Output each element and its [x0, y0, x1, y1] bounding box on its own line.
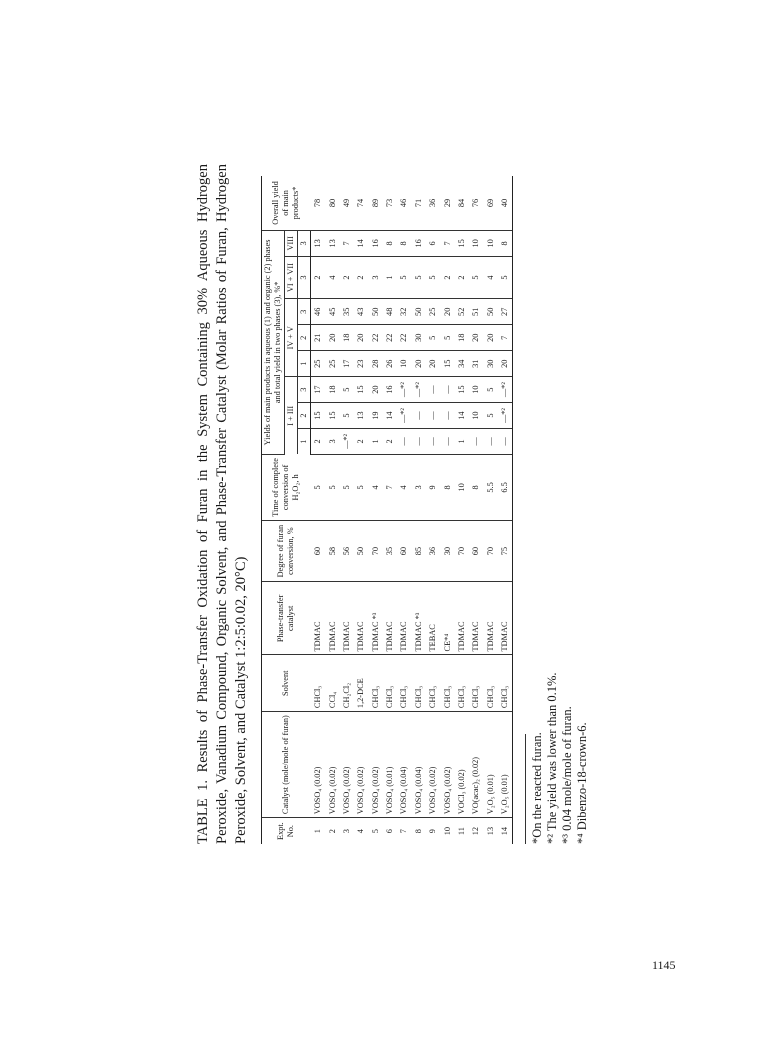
- table-cell: —*²: [412, 377, 426, 403]
- table-row: [412, 176, 426, 844]
- table-cell: CCl₄: [325, 655, 339, 712]
- table-cell: 78: [311, 176, 326, 230]
- header-sub: 3: [298, 256, 311, 298]
- table-cell: VOCl₃ (0.02): [455, 712, 469, 818]
- table-cell: 5: [325, 454, 339, 520]
- table-cell: CHCl₃: [397, 655, 411, 712]
- table-cell: V₂O₅ (0.01): [484, 712, 498, 818]
- table-cell: TDMAC *³: [369, 582, 383, 655]
- table-cell: 28: [369, 351, 383, 377]
- table-cell: 85: [412, 520, 426, 581]
- table-cell: 30: [412, 325, 426, 351]
- table-cell: —: [412, 403, 426, 429]
- table-cell: 75: [498, 520, 513, 581]
- table-cell: 5: [469, 256, 483, 298]
- rotated-table-block: [194, 164, 614, 844]
- table-cell: 8: [383, 230, 397, 256]
- header-sub: 3: [298, 299, 311, 325]
- header-sub: 3: [298, 230, 311, 256]
- table-cell: 7: [440, 230, 454, 256]
- table-cell: 17: [311, 377, 326, 403]
- table-cell: 16: [383, 377, 397, 403]
- table-cell: 9: [426, 454, 440, 520]
- table-cell: 16: [369, 230, 383, 256]
- footnote: *⁴ Dibenzo-18-crown-6.: [575, 722, 590, 844]
- table-cell: 5: [311, 454, 326, 520]
- table-cell: 18: [340, 325, 354, 351]
- header-sub: 2: [298, 403, 311, 429]
- table-cell: 13: [485, 826, 495, 836]
- table-cell: VOSO₄ (0.02): [440, 712, 454, 818]
- table-cell: 35: [383, 520, 397, 581]
- table-cell: 7: [498, 325, 513, 351]
- header-sub: 1: [298, 429, 311, 455]
- table-cell: —: [426, 403, 440, 429]
- table-cell: 15: [455, 230, 469, 256]
- table-cell: 48: [383, 299, 397, 325]
- table-cell: 20: [440, 299, 454, 325]
- table-cell: 5: [498, 256, 513, 298]
- table-cell: TDMAC: [311, 582, 326, 655]
- table-cell: VOSO₄ (0.01): [383, 712, 397, 818]
- table-cell: TDMAC: [383, 582, 397, 655]
- table-cell: 5: [354, 454, 368, 520]
- table-cell: —: [440, 403, 454, 429]
- table-cell: VOSO₄ (0.04): [412, 712, 426, 818]
- table-cell: 23: [354, 351, 368, 377]
- table-cell: —: [412, 429, 426, 455]
- table-cell: 26: [383, 351, 397, 377]
- table-cell: TDMAC: [397, 582, 411, 655]
- table-row: [469, 176, 483, 844]
- table-cell: TDMAC: [484, 582, 498, 655]
- table-cell: TDMAC: [498, 582, 513, 655]
- table-cell: 31: [469, 351, 483, 377]
- table-row: [498, 176, 513, 844]
- header-degree: Degree of furan conversion, %: [262, 520, 311, 581]
- table-caption-text: Results of Phase-Transfer Oxidation of Furan in the System Containing 30% Aqueous Hydrogen Peroxide, Vanadium Compound, Organic Solvent, and Phase-Transfer Catalyst (Molar Ratios of Furan, Hydrogen Peroxide, Solvent, and Catalyst 1:2:5:0.02, 20°C): [195, 164, 249, 844]
- table-cell: 45: [325, 299, 339, 325]
- table-cell: 5: [412, 256, 426, 298]
- table-cell: 22: [383, 325, 397, 351]
- table-cell: 5: [340, 403, 354, 429]
- table-cell: TEBAC: [426, 582, 440, 655]
- table-row: [325, 176, 339, 844]
- table-cell: VO(acac)₂ (0.02): [469, 712, 483, 818]
- table-cell: 18: [455, 325, 469, 351]
- table-cell: 29: [440, 176, 454, 230]
- table-cell: 1: [369, 429, 383, 455]
- footnote-rule: [525, 734, 526, 844]
- table-cell: CHCl₃: [383, 655, 397, 712]
- table-cell: —: [426, 377, 440, 403]
- table-cell: 50: [484, 299, 498, 325]
- table-cell: 60: [311, 520, 326, 581]
- table-cell: 2: [354, 256, 368, 298]
- table-cell: 22: [369, 325, 383, 351]
- table-cell: —*²: [498, 403, 513, 429]
- footnote: *² The yield was lower than 0.1%.: [545, 672, 560, 844]
- results-table: [261, 176, 513, 844]
- table-cell: 89: [369, 176, 383, 230]
- table-cell: 25: [311, 351, 326, 377]
- table-cell: 10: [484, 230, 498, 256]
- table-cell: 8: [469, 454, 483, 520]
- table-cell: —*²: [340, 429, 354, 455]
- table-row: [397, 176, 411, 844]
- table-cell: 20: [412, 351, 426, 377]
- table-cell: 5: [426, 325, 440, 351]
- table-cell: —: [469, 429, 483, 455]
- table-cell: 15: [354, 377, 368, 403]
- table-cell: CHCl₃: [455, 655, 469, 712]
- table-cell: 8: [440, 454, 454, 520]
- header-expt: Expt. No.: [262, 818, 311, 844]
- table-cell: 30: [440, 520, 454, 581]
- table-cell: 58: [325, 520, 339, 581]
- table-cell: 13: [354, 403, 368, 429]
- table-cell: 5: [426, 256, 440, 298]
- table-cell: 30: [484, 351, 498, 377]
- table-cell: 20: [369, 377, 383, 403]
- table-caption: [194, 164, 251, 844]
- table-cell: 3: [325, 429, 339, 455]
- table-cell: 4: [369, 454, 383, 520]
- header-sub: 3: [298, 377, 311, 403]
- table-cell: 80: [325, 176, 339, 230]
- table-cell: CHCl₃: [369, 655, 383, 712]
- table-cell: 14: [383, 403, 397, 429]
- table-cell: 71: [412, 176, 426, 230]
- table-cell: CHCl₃: [498, 655, 513, 712]
- table-cell: 73: [383, 176, 397, 230]
- table-cell: CHCl₃: [311, 655, 326, 712]
- table-cell: 15: [311, 403, 326, 429]
- table-cell: 76: [469, 176, 483, 230]
- header-group: IV + V: [285, 299, 298, 377]
- table-cell: 16: [412, 230, 426, 256]
- table-cell: 15: [325, 403, 339, 429]
- table-cell: 4: [325, 256, 339, 298]
- table-cell: 8: [413, 829, 423, 834]
- header-ptc: Phase-transfer catalyst: [262, 582, 311, 655]
- table-cell: 5.5: [484, 454, 498, 520]
- header-group: VIII: [285, 230, 298, 256]
- table-cell: 8: [498, 230, 513, 256]
- table-cell: CE*⁴: [440, 582, 454, 655]
- table-cell: 46: [397, 176, 411, 230]
- table-cell: 10: [442, 826, 452, 836]
- table-cell: 40: [498, 176, 513, 230]
- table-cell: 3: [412, 454, 426, 520]
- table-cell: CHCl₃: [426, 655, 440, 712]
- header-yields: Yields of main products in aqueous (1) and organic (2) phases and total yield in two phases (3), %*: [262, 230, 285, 454]
- header-sub: 2: [298, 325, 311, 351]
- table-cell: —: [498, 429, 513, 455]
- table-cell: 9: [428, 829, 438, 834]
- table-cell: 10: [455, 454, 469, 520]
- header-solvent: Solvent: [262, 655, 311, 712]
- table-row: [455, 176, 469, 844]
- table-cell: 74: [354, 176, 368, 230]
- table-cell: 32: [397, 299, 411, 325]
- table-cell: 22: [397, 325, 411, 351]
- header-catalyst: Catalyst (mole/mole of furan): [262, 712, 311, 818]
- table-cell: CHCl₃: [440, 655, 454, 712]
- table-cell: 5: [340, 454, 354, 520]
- table-cell: 2: [383, 429, 397, 455]
- table-cell: 50: [369, 299, 383, 325]
- table-cell: 21: [311, 325, 326, 351]
- table-cell: TDMAC: [325, 582, 339, 655]
- table-cell: VOSO₄ (0.02): [325, 712, 339, 818]
- table-cell: 5: [440, 325, 454, 351]
- table-cell: 51: [469, 299, 483, 325]
- table-cell: 17: [340, 351, 354, 377]
- table-cell: 70: [455, 520, 469, 581]
- table-cell: 10: [469, 230, 483, 256]
- table-cell: 25: [325, 351, 339, 377]
- table-cell: 2: [354, 429, 368, 455]
- table-cell: VOSO₄ (0.04): [397, 712, 411, 818]
- table-cell: —: [484, 429, 498, 455]
- table-cell: 7: [399, 829, 409, 834]
- table-cell: —: [440, 377, 454, 403]
- table-cell: 14: [455, 403, 469, 429]
- table-cell: 2: [311, 256, 326, 298]
- table-cell: 19: [369, 403, 383, 429]
- table-cell: TDMAC: [455, 582, 469, 655]
- table-cell: 13: [325, 230, 339, 256]
- table-cell: 49: [340, 176, 354, 230]
- table-cell: 84: [455, 176, 469, 230]
- table-cell: 10: [469, 377, 483, 403]
- table-cell: 6: [385, 829, 395, 834]
- table-row: [354, 176, 368, 844]
- table-body: [311, 176, 513, 844]
- table-cell: 1,2-DCE: [354, 655, 368, 712]
- footnote: *³ 0.04 mole/mole of furan.: [560, 706, 575, 844]
- table-cell: 2: [455, 256, 469, 298]
- header-overall: Overall yield of main products*: [262, 176, 311, 230]
- table-cell: 18: [325, 377, 339, 403]
- table-cell: 1: [383, 256, 397, 298]
- table-row: [426, 176, 440, 844]
- table-cell: 5: [484, 377, 498, 403]
- table-cell: 60: [469, 520, 483, 581]
- table-cell: 20: [325, 325, 339, 351]
- table-cell: 7: [340, 230, 354, 256]
- table-cell: CHCl₃: [412, 655, 426, 712]
- table-cell: 36: [426, 520, 440, 581]
- table-cell: 25: [426, 299, 440, 325]
- table-cell: 20: [426, 351, 440, 377]
- table-cell: 60: [397, 520, 411, 581]
- table-cell: 50: [354, 520, 368, 581]
- table-cell: 35: [340, 299, 354, 325]
- table-cell: 3: [369, 256, 383, 298]
- table-cell: —*²: [498, 377, 513, 403]
- table-cell: 70: [484, 520, 498, 581]
- table-cell: TDMAC: [469, 582, 483, 655]
- table-row: [383, 176, 397, 844]
- table-row: [440, 176, 454, 844]
- table-cell: 46: [311, 299, 326, 325]
- table-cell: 50: [412, 299, 426, 325]
- table-cell: VOSO₄ (0.02): [426, 712, 440, 818]
- table-cell: 7: [383, 454, 397, 520]
- table-cell: 13: [311, 230, 326, 256]
- table-row: [484, 176, 498, 844]
- table-cell: 8: [397, 230, 411, 256]
- table-cell: 20: [354, 325, 368, 351]
- table-cell: 5: [370, 829, 380, 834]
- table-cell: 70: [369, 520, 383, 581]
- table-cell: 2: [340, 256, 354, 298]
- table-cell: 20: [469, 325, 483, 351]
- table-cell: 2: [440, 256, 454, 298]
- table-cell: 14: [498, 818, 513, 844]
- table-cell: TDMAC: [340, 582, 354, 655]
- table-cell: 2: [311, 429, 326, 455]
- table-cell: —: [426, 429, 440, 455]
- table-cell: 4: [484, 256, 498, 298]
- table-cell: CHCl₃: [484, 655, 498, 712]
- table-cell: 36: [426, 176, 440, 230]
- table-cell: 5: [340, 377, 354, 403]
- table-cell: 27: [498, 299, 513, 325]
- table-cell: 2: [327, 829, 337, 834]
- header-time: Time of complete conversion of H₂O₂, h: [262, 454, 311, 520]
- table-row: [311, 176, 326, 844]
- table-cell: 4: [356, 829, 366, 834]
- header-group: VI + VII: [285, 256, 298, 298]
- table-cell: 15: [440, 351, 454, 377]
- table-cell: 6.5: [498, 454, 513, 520]
- table-cell: 20: [498, 351, 513, 377]
- table-cell: 56: [340, 520, 354, 581]
- table-cell: CH₂Cl₂: [340, 655, 354, 712]
- page-number: 1145: [652, 958, 676, 972]
- table-cell: 15: [455, 377, 469, 403]
- footnote: *On the reacted furan.: [530, 732, 545, 844]
- table-cell: V₂O₅ (0.01): [498, 712, 513, 818]
- table-cell: TDMAC: [354, 582, 368, 655]
- table-cell: 43: [354, 299, 368, 325]
- table-cell: 69: [484, 176, 498, 230]
- table-cell: 5: [484, 403, 498, 429]
- table-cell: 20: [484, 325, 498, 351]
- table-cell: VOSO₄ (0.02): [340, 712, 354, 818]
- table-cell: —*²: [397, 403, 411, 429]
- table-cell: —: [440, 429, 454, 455]
- table-cell: 1: [312, 829, 322, 834]
- table-cell: 5: [397, 256, 411, 298]
- header-sub: 1: [298, 351, 311, 377]
- table-cell: 1: [455, 429, 469, 455]
- table-cell: CHCl₃: [469, 655, 483, 712]
- table-cell: TDMAC *³: [412, 582, 426, 655]
- table-cell: VOSO₄ (0.02): [369, 712, 383, 818]
- table-cell: 52: [455, 299, 469, 325]
- header-group: I + III: [285, 377, 298, 455]
- table-cell: 6: [426, 230, 440, 256]
- table-cell: 14: [354, 230, 368, 256]
- table-cell: —: [397, 429, 411, 455]
- table-cell: 11: [456, 827, 466, 836]
- table-row: [340, 176, 354, 844]
- table-cell: —*²: [397, 377, 411, 403]
- table-cell: 4: [397, 454, 411, 520]
- table-cell: 34: [455, 351, 469, 377]
- footnotes: [525, 164, 590, 844]
- table-cell: 12: [471, 826, 481, 836]
- table-cell: VOSO₄ (0.02): [354, 712, 368, 818]
- table-cell: 10: [469, 403, 483, 429]
- table-cell: 3: [341, 829, 351, 834]
- table-row: [369, 176, 383, 844]
- table-cell: 10: [397, 351, 411, 377]
- table-cell: VOSO₄ (0.02): [311, 712, 326, 818]
- table-label: TABLE 1.: [195, 779, 211, 844]
